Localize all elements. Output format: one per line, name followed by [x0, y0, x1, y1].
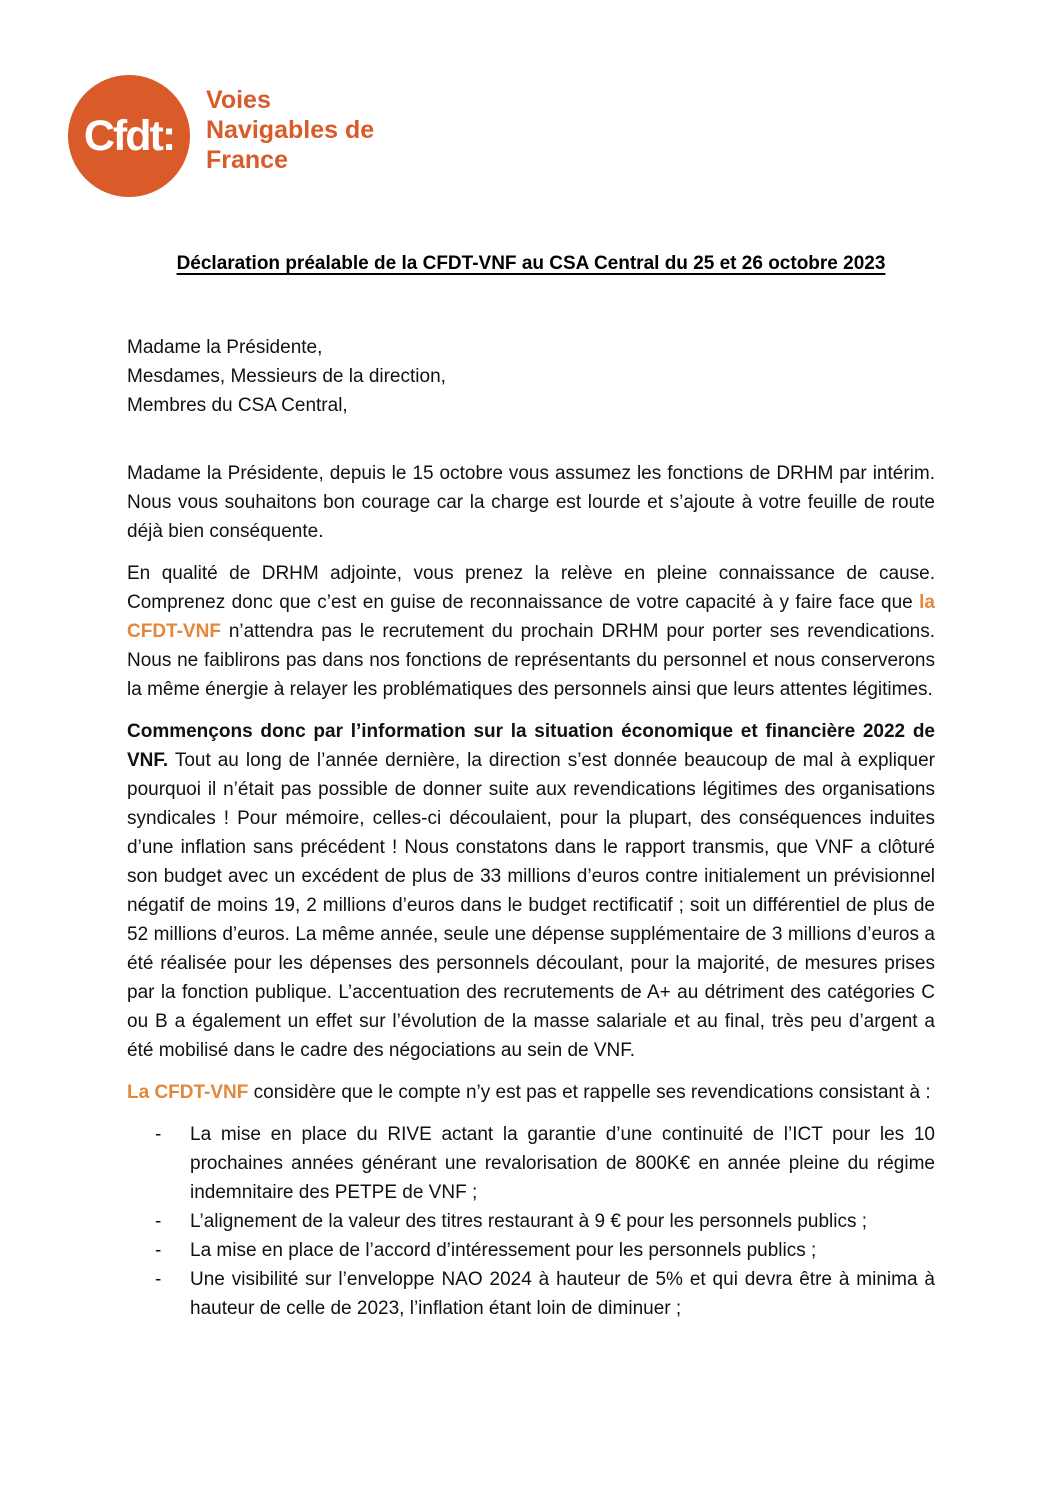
logo-org-line: France — [206, 146, 288, 174]
cfdt-vnf-highlight: la CFDT-VNF — [127, 592, 935, 642]
logo-org-line: Navigables de — [206, 116, 375, 144]
document-title: Déclaration préalable de la CFDT-VNF au CSA Central du 25 et 26 octobre 2023 — [176, 253, 886, 274]
bullet-dash-marker: - — [155, 1269, 162, 1290]
salutation-line: Mesdames, Messieurs de la direction, — [127, 366, 446, 387]
salutation-line: Madame la Présidente, — [127, 337, 323, 358]
bullet-dash-marker: - — [155, 1211, 162, 1232]
paragraph — [127, 459, 935, 546]
text-segment: Madame la Présidente, depuis le 15 octobre vous assumez les fonctions de DRHM par intérim. Nous vous souhaitons bon courage car la charge est lourde et s’ajoute à votre feuille de route déjà bien conséquente. — [127, 463, 935, 542]
paragraph — [127, 559, 935, 704]
bullet-text: Une visibilité sur l’enveloppe NAO 2024 à hauteur de 5% et qui devra être à minima à hauteur de celle de 2023, l’inflation étant loin de diminuer ; — [190, 1269, 935, 1319]
text-segment: En qualité de DRHM adjointe, vous prenez la relève en pleine connaissance de cause. Comprenez donc que c’est en guise de reconnaissance de votre capacité à y faire face que — [127, 563, 935, 613]
logo-org-name — [206, 75, 374, 175]
text-segment: Tout au long de l’année dernière, la direction s’est donnée beaucoup de mal à expliquer pourquoi il n’était pas possible de donner suite aux revendications légitimes des organisations syndicales ! Pour mémoire, celles-ci découlaient, pour la plupart, des conséquences induites d’une inflation sans précédent ! Nous constatons dans le rapport transmis, que VNF a clôturé son budget avec un excédent de plus de 33 millions d’euros contre initialement un prévisionnel négatif de moins 19, 2 millions d’euros dans le budget rectificatif ; soit un différentiel de plus de 52 millions d’euros. La même année, seule une dépense supplémentaire de 3 millions d’euros a été réalisée pour les dépenses des personnels découlant, pour la majorité, de mesures prises par la fonction publique. L’accentuation des recrutements de A+ au détriment des catégories C ou B a également un effet sur l’évolution de la masse salariale et au final, très peu d’argent a été mobilisé dans le cadre des négociations au sein de VNF. — [127, 750, 935, 1061]
bullet-item — [127, 1120, 935, 1207]
cfdt-logo-text: Cfdt: — [83, 111, 175, 160]
text-segment: n’attendra pas le recrutement du prochain DRHM pour porter ses revendications. Nous ne faiblirons pas dans nos fonctions de représentants du personnel et nous conserverons la même énergie à relayer les problématiques des personnels ainsi que leurs attentes légitimes. — [127, 621, 935, 700]
salutation-line: Membres du CSA Central, — [127, 395, 348, 416]
bullet-item — [127, 1236, 935, 1265]
bullet-item — [127, 1265, 935, 1323]
bullet-dash-marker: - — [155, 1124, 162, 1145]
bullet-text: La mise en place du RIVE actant la garantie d’une continuité de l’ICT pour les 10 prochaines années générant une revalorisation de 800K€ en année pleine du régime indemnitaire des PETPE de VNF ; — [190, 1124, 935, 1203]
paragraph — [127, 717, 935, 1065]
salutation — [127, 333, 935, 420]
text-segment: considère que le compte n’y est pas et rappelle ses revendications consistant à : — [248, 1082, 931, 1103]
bullet-dash-marker: - — [155, 1240, 162, 1261]
cfdt-vnf-highlight: La CFDT-VNF — [127, 1082, 249, 1103]
bullet-list — [127, 1120, 935, 1323]
bullet-text: La mise en place de l’accord d’intéressement pour les personnels publics ; — [190, 1240, 817, 1261]
text-segment: Commençons donc par l’information sur la situation économique et financière 2022 de VNF. — [127, 721, 935, 771]
paragraphs-container — [127, 459, 935, 1107]
cfdt-vnf-logo — [68, 75, 876, 197]
paragraph — [127, 1078, 935, 1107]
bullet-item — [127, 1207, 935, 1236]
cfdt-logo-circle — [68, 75, 190, 197]
bullet-text: L’alignement de la valeur des titres restaurant à 9 € pour les personnels publics ; — [190, 1211, 868, 1232]
logo-org-line: Voies — [206, 86, 271, 114]
document-body — [127, 253, 935, 1323]
